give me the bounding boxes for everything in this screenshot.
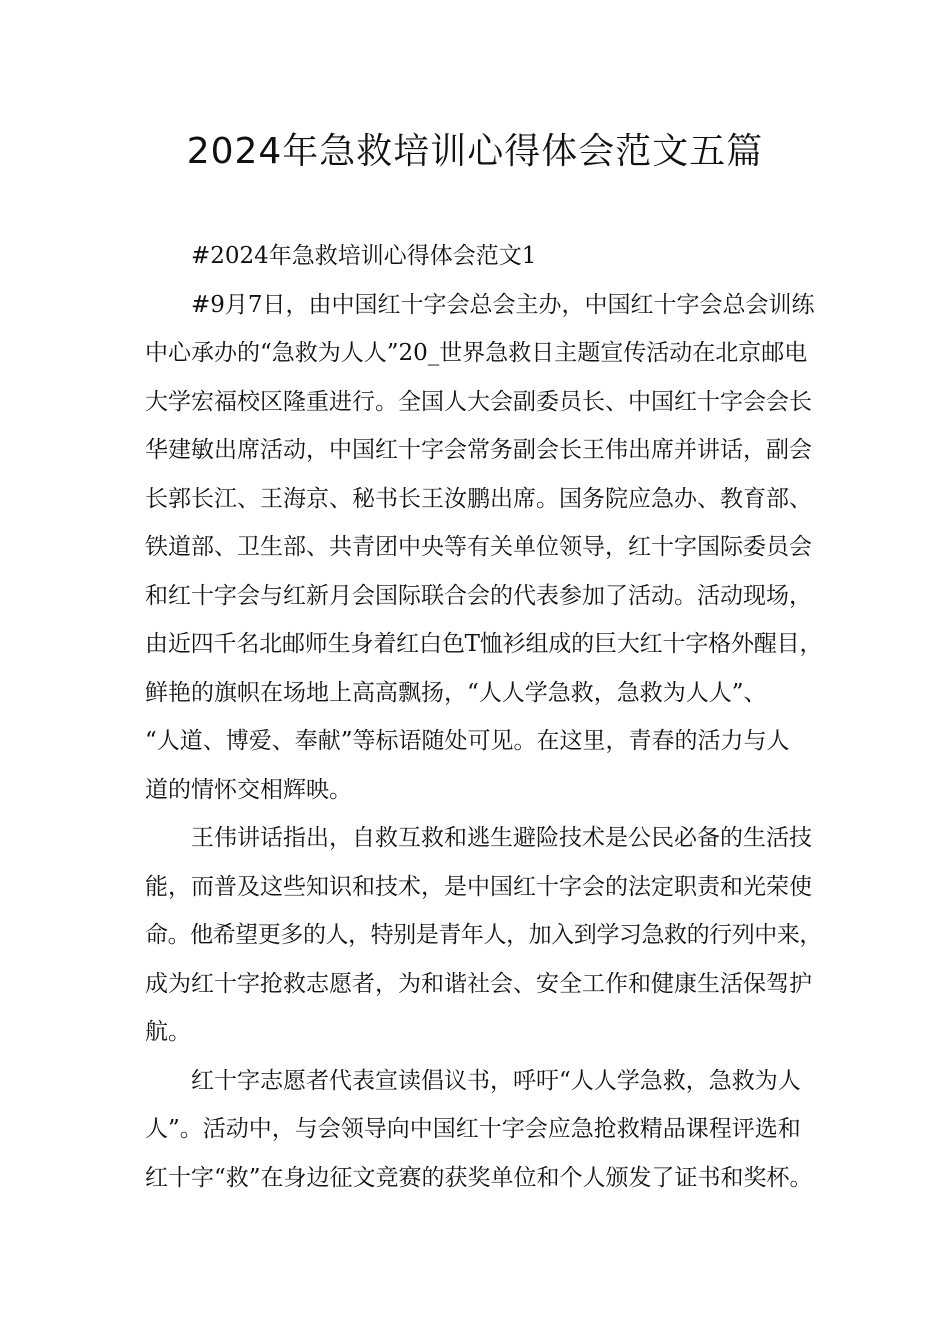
text-line: 红十字志愿者代表宣读倡议书，呼吁“人人学急救，急救为人: [191, 1067, 801, 1094]
text-line: 长郭长江、王海京、秘书长王汝鹏出席。国务院应急办、教育部、: [145, 485, 812, 512]
text-line: 中心承办的“急救为人人”20_世界急救日主题宣传活动在北京邮电: [145, 340, 808, 366]
text-line: #2024年急救培训心得体会范文1: [191, 243, 537, 269]
text-line: 命。他希望更多的人，特别是青年人，加入到学习急救的行列中来，: [145, 922, 823, 948]
text-line: 和红十字会与红新月会国际联合会的代表参加了活动。活动现场，: [145, 582, 812, 609]
text-line: 航。: [145, 1019, 191, 1045]
text-line: 铁道部、卫生部、共青团中央等有关单位领导，红十字国际委员会: [145, 534, 812, 560]
text-line: 成为红十字抢救志愿者，为和谐社会、安全工作和健康生活保驾护: [145, 970, 812, 997]
paragraph-3: [145, 1057, 825, 1203]
text-line: #9月7日，由中国红十字会总会主办，中国红十字会总会训练: [191, 291, 815, 318]
section-heading: [145, 232, 825, 281]
document-title: 2024年急救培训心得体会范文五篇: [186, 131, 764, 172]
text-line: 鲜艳的旗帜在场地上高高飘扬，“人人学急救，急救为人人”、: [145, 679, 767, 706]
text-line: 王伟讲话指出，自救互救和逃生避险技术是公民必备的生活技: [191, 825, 812, 851]
text-line: 由近四千名北邮师生身着红白色T恤衫组成的巨大红十字格外醒目，: [145, 631, 823, 657]
document-body: [145, 232, 825, 1202]
text-line: “人道、博爱、奉献”等标语随处可见。在这里，青春的活力与人: [145, 728, 790, 754]
paragraph-1: [145, 281, 825, 815]
text-line: 道的情怀交相辉映。: [145, 776, 352, 803]
text-line: 大学宏福校区隆重进行。全国人大会副委员长、中国红十字会会长: [145, 388, 812, 415]
text-line: 人”。活动中，与会领导向中国红十字会应急抢救精品课程评选和: [145, 1116, 801, 1142]
text-line: 能，而普及这些知识和技术，是中国红十字会的法定职责和光荣使: [145, 873, 812, 900]
text-line: 红十字“救”在身边征文竞赛的获奖单位和个人颁发了证书和奖杯。: [145, 1164, 813, 1191]
paragraph-2: [145, 814, 825, 1057]
text-line: 华建敏出席活动，中国红十字会常务副会长王伟出席并讲话，副会: [145, 437, 812, 463]
